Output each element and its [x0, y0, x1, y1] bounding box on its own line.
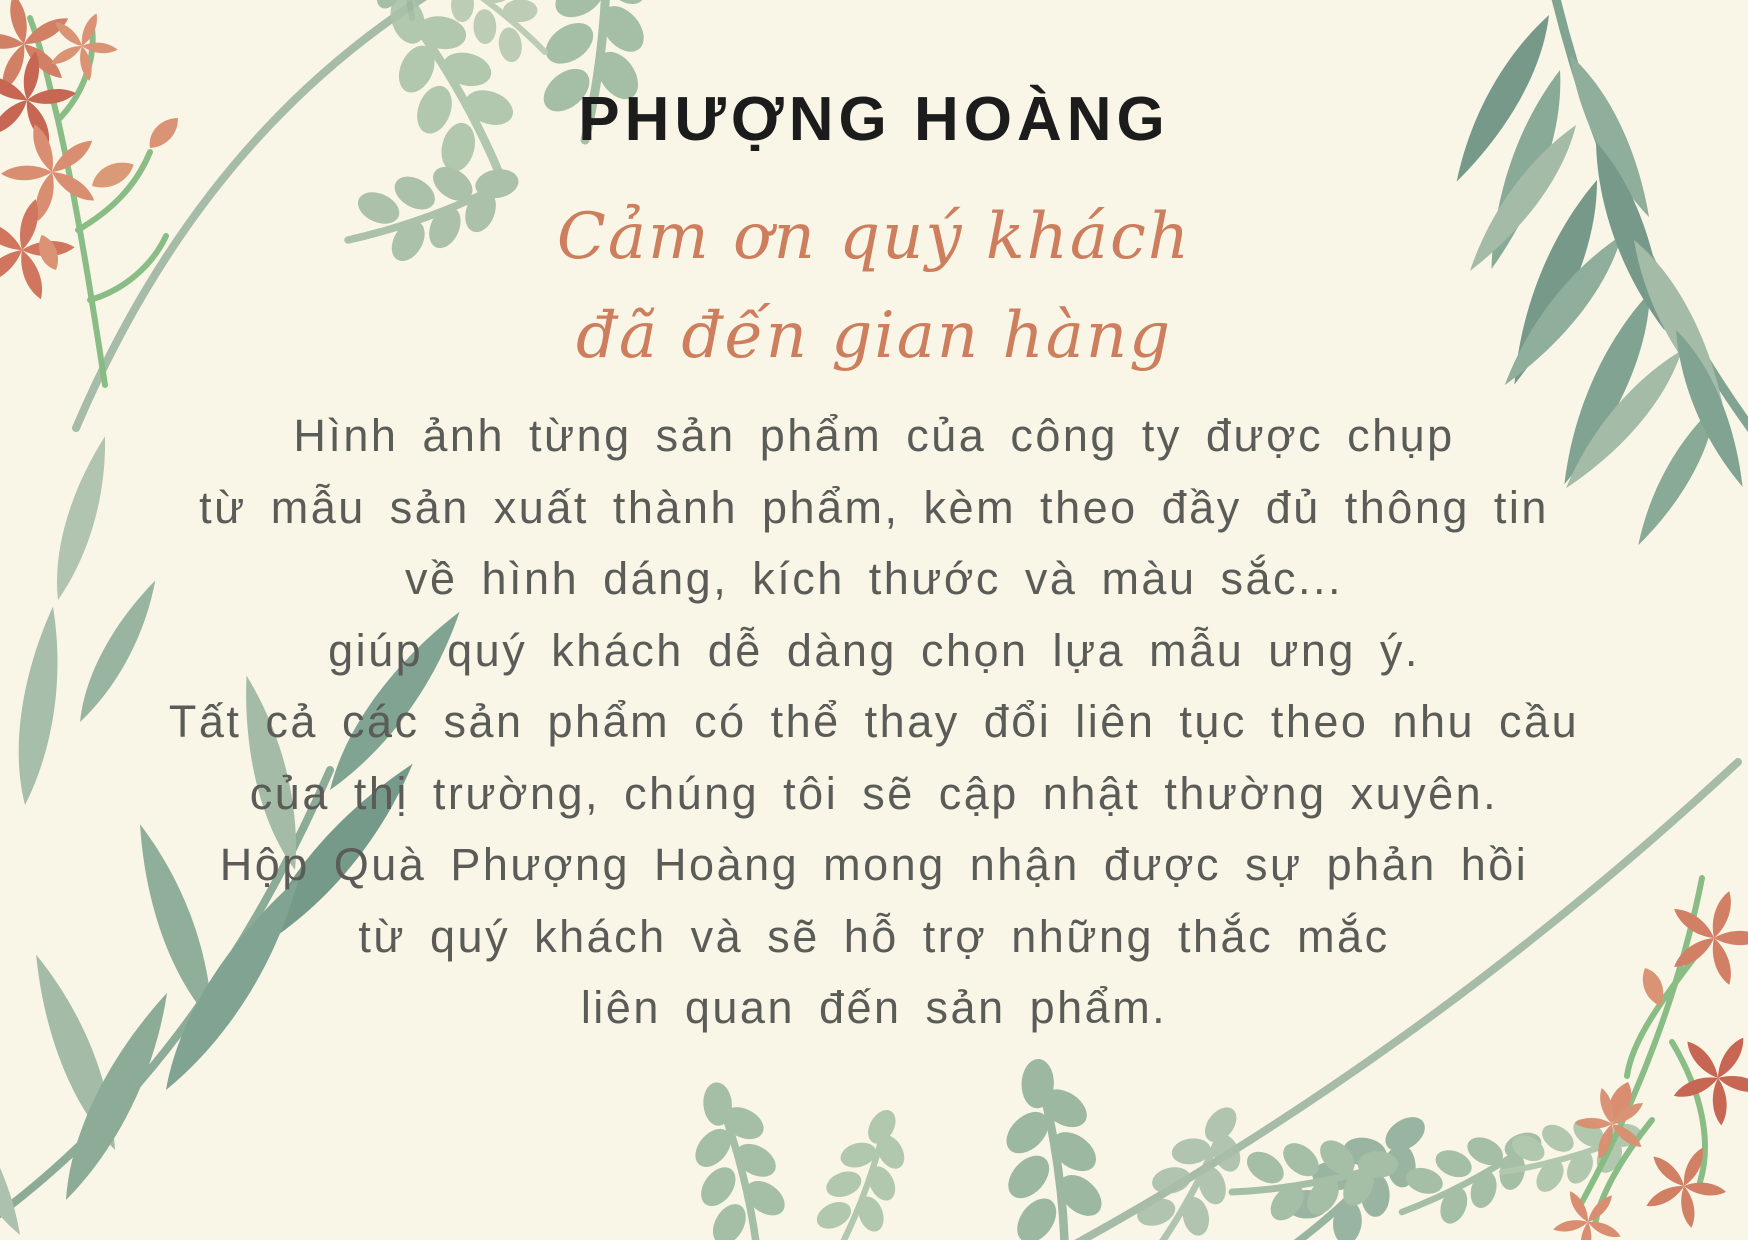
body-line: Hình ảnh từng sản phẩm của công ty được chụp [293, 410, 1455, 461]
body-line: Tất cả các sản phẩm có thể thay đổi liên tục theo nhu cầu [168, 696, 1580, 747]
greeting-script [0, 188, 1748, 386]
body-line: từ mẫu sản xuất thành phẩm, kèm theo đầy đủ thông tin [199, 481, 1549, 533]
greeting-line-2: đã đến gian hàng [575, 299, 1173, 373]
page-title: PHƯỢNG HOÀNG [578, 85, 1170, 154]
body-line: của thị trường, chúng tôi sẽ cập nhật thường xuyên. [249, 767, 1499, 819]
body-line: Hộp Quà Phượng Hoàng mong nhận được sự phản hồi [219, 839, 1529, 890]
body-line: giúp quý khách dễ dàng chọn lựa mẫu ưng ý. [328, 624, 1420, 676]
body-line: từ quý khách và sẽ hỗ trợ những thắc mắc [358, 910, 1390, 962]
body-line: liên quan đến sản phẩm. [580, 982, 1168, 1033]
body-line: về hình dáng, kích thước và màu sắc... [404, 553, 1344, 604]
body-paragraph [0, 400, 1748, 1044]
greeting-line-1: Cảm ơn quý khách [556, 200, 1192, 274]
